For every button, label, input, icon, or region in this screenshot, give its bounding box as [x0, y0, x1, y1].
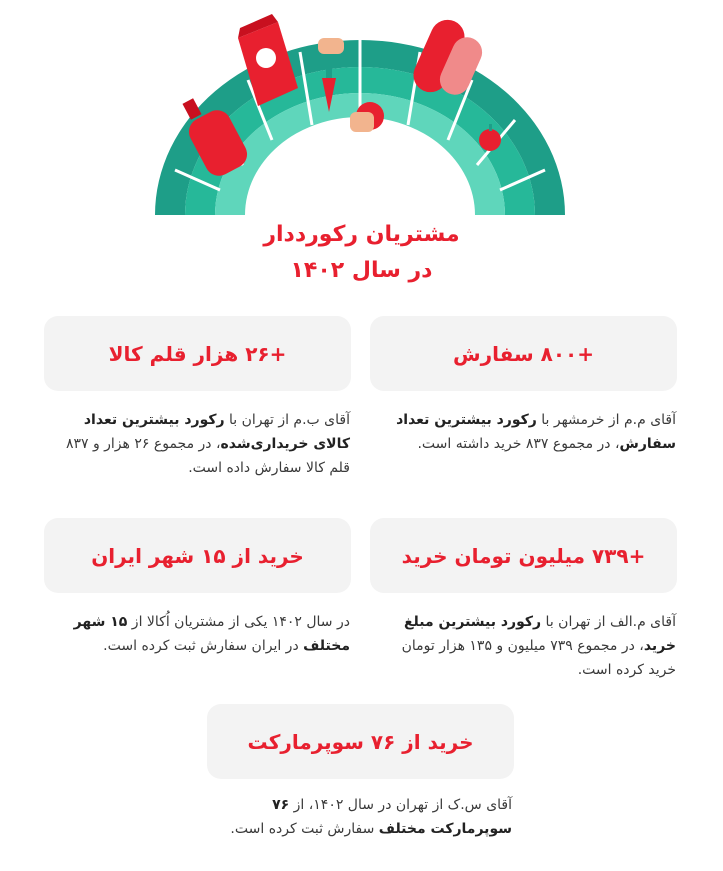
hand-icon — [318, 38, 344, 54]
stat-desc-orders — [388, 408, 676, 456]
stat-card-title: خرید از ۱۵ شهر ایران — [91, 543, 304, 568]
stat-desc-amount — [388, 610, 676, 682]
hero-section — [0, 0, 723, 300]
desc-text: آقای م.الف از تهران با — [541, 614, 676, 630]
stat-card-title: +۲۶ هزار قلم کالا — [108, 341, 287, 366]
desc-text: آقای م.م از خرمشهر با — [536, 412, 676, 428]
hero-subtitle: در سال ۱۴۰۲ — [290, 258, 433, 283]
desc-highlight: رکورد بیشترین تعداد سفارش — [396, 412, 676, 452]
desc-highlight: ۱۵ شهر مختلف — [73, 614, 350, 654]
stat-card-orders — [370, 316, 677, 391]
desc-text: ، در مجموع ۷۳۹ میلیون و ۱۳۵ هزار تومان خرید کرده است. — [401, 638, 676, 678]
stat-card-title: خرید از ۷۶ سوپرمارکت — [247, 729, 474, 754]
stat-desc-cities — [62, 610, 350, 658]
stat-card-supermarkets — [207, 704, 514, 779]
desc-text: ، در مجموع ۸۳۷ خرید داشته است. — [417, 436, 620, 452]
desc-highlight: ۷۶ سوپرمارکت مختلف — [272, 797, 512, 837]
desc-highlight: رکورد بیشترین مبلغ خرید — [403, 614, 676, 654]
stat-card-cities — [44, 518, 351, 593]
desc-text: آقای ب.م از تهران با — [224, 412, 350, 428]
hero-title: مشتریان رکورددار — [263, 222, 460, 247]
desc-text: سفارش ثبت کرده است. — [230, 821, 379, 837]
desc-text: آقای س.ک از تهران در سال ۱۴۰۲، از — [289, 797, 512, 813]
stat-card-items — [44, 316, 351, 391]
desc-text: ، در مجموع ۲۶ هزار و ۸۳۷ قلم کالا سفارش داده است. — [65, 436, 350, 476]
desc-text: در ایران سفارش ثبت کرده است. — [103, 638, 304, 654]
hero-illustration — [0, 0, 723, 230]
desc-highlight: رکورد بیشترین تعداد کالای خریداری‌شده — [83, 412, 350, 452]
stat-card-amount — [370, 518, 677, 593]
stat-card-title: +۷۳۹ میلیون تومان خرید — [401, 543, 646, 568]
stat-desc-supermarkets — [222, 793, 512, 841]
stat-card-title: +۸۰۰ سفارش — [452, 341, 595, 366]
stat-desc-items — [62, 408, 350, 480]
desc-text: در سال ۱۴۰۲ یکی از مشتریان اُکالا از — [127, 614, 350, 630]
